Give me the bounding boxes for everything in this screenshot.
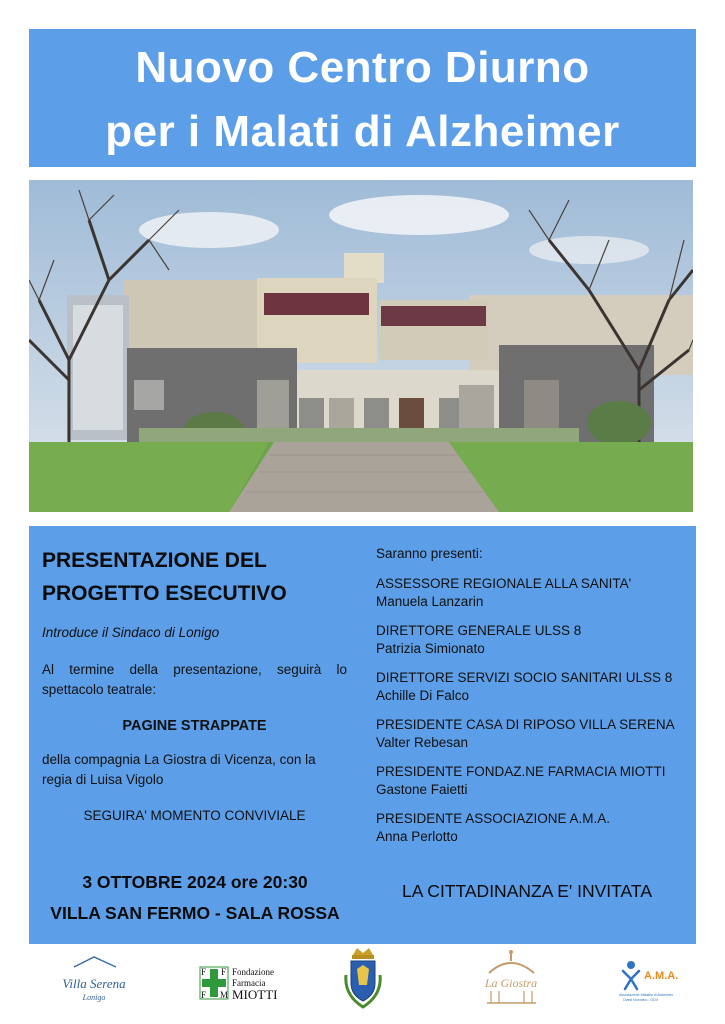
presentation-column xyxy=(42,544,347,823)
ama-logo xyxy=(617,945,687,1015)
attendee-item xyxy=(376,810,686,846)
attendees-title: Saranno presenti: xyxy=(376,546,483,561)
event-date: 3 OTTOBRE 2024 ore 20:30 xyxy=(82,872,308,892)
attendee-role: PRESIDENTE FONDAZ.NE FARMACIA MIOTTI xyxy=(376,764,666,779)
svg-text:M: M xyxy=(220,990,229,1000)
farmacia-line1: Fondazione xyxy=(232,967,274,977)
convivial-text: SEGUIRA' MOMENTO CONVIVIALE xyxy=(83,808,306,823)
attendee-name: Patrizia Simionato xyxy=(376,641,485,656)
event-venue: VILLA SAN FERMO - SALA ROSSA xyxy=(50,903,340,923)
giostra-name: La Giostra xyxy=(484,976,538,990)
show-title: PAGINE STRAPPATE xyxy=(122,718,267,734)
farmacia-miotti-logo xyxy=(194,945,299,1015)
title-banner xyxy=(29,29,696,167)
farmacia-line2: Farmacia xyxy=(232,978,266,988)
svg-text:F: F xyxy=(221,967,227,977)
ama-sub: Associazione Malattia di Alzheimer xyxy=(619,993,673,997)
attendee-item xyxy=(376,669,686,705)
company-text: della compagnia La Giostra di Vicenza, con la regia di Luisa Vigolo xyxy=(42,752,316,787)
attendee-name: Valter Rebesan xyxy=(376,735,469,750)
villa-serena-name: Villa Serena xyxy=(62,976,126,991)
attendee-role: DIRETTORE GENERALE ULSS 8 xyxy=(376,623,582,638)
attendee-role: PRESIDENTE CASA DI RIPOSO VILLA SERENA xyxy=(376,717,675,732)
after-text: Al termine della presentazione, seguirà lo spettacolo teatrale: xyxy=(42,662,347,697)
attendee-name: Achille Di Falco xyxy=(376,688,470,703)
sponsor-logos xyxy=(29,945,696,1015)
attendee-item xyxy=(376,622,686,658)
villa-serena-sub: Lonigo xyxy=(82,993,106,1002)
attendee-name: Anna Perlotto xyxy=(376,829,458,844)
title-line-1: Nuovo Centro Diurno xyxy=(135,43,590,92)
attendees-column xyxy=(376,546,686,857)
lonigo-crest-icon xyxy=(341,945,385,1015)
villa-serena-logo xyxy=(44,945,144,1015)
attendee-item xyxy=(376,763,686,799)
building-photo xyxy=(29,180,693,512)
attendee-role: ASSESSORE REGIONALE ALLA SANITA' xyxy=(376,576,632,591)
heading-line-1: PRESENTAZIONE DEL xyxy=(42,549,267,572)
svg-text:F: F xyxy=(201,990,207,1000)
attendee-item xyxy=(376,716,686,752)
attendee-item xyxy=(376,575,686,611)
svg-text:F: F xyxy=(201,967,207,977)
invite-text: LA CITTADINANZA E' INVITATA xyxy=(402,881,652,901)
attendee-role: DIRETTORE SERVIZI SOCIO SANITARI ULSS 8 xyxy=(376,670,673,685)
attendee-role: PRESIDENTE ASSOCIAZIONE A.M.A. xyxy=(376,811,611,826)
attendee-name: Manuela Lanzarin xyxy=(376,594,484,609)
ama-sub2: Ovest Vicentino - ODV xyxy=(623,998,659,1002)
presentation-heading xyxy=(42,544,347,610)
title-line-2: per i Malati di Alzheimer xyxy=(105,107,620,156)
farmacia-line3: MIOTTI xyxy=(232,987,278,1002)
intro-text: Introduce il Sindaco di Lonigo xyxy=(42,625,220,640)
ama-name: A.M.A. xyxy=(644,970,679,982)
attendee-name: Gastone Faietti xyxy=(376,782,468,797)
info-panel xyxy=(29,526,696,944)
la-giostra-logo xyxy=(479,945,544,1015)
heading-line-2: PROGETTO ESECUTIVO xyxy=(42,582,287,605)
